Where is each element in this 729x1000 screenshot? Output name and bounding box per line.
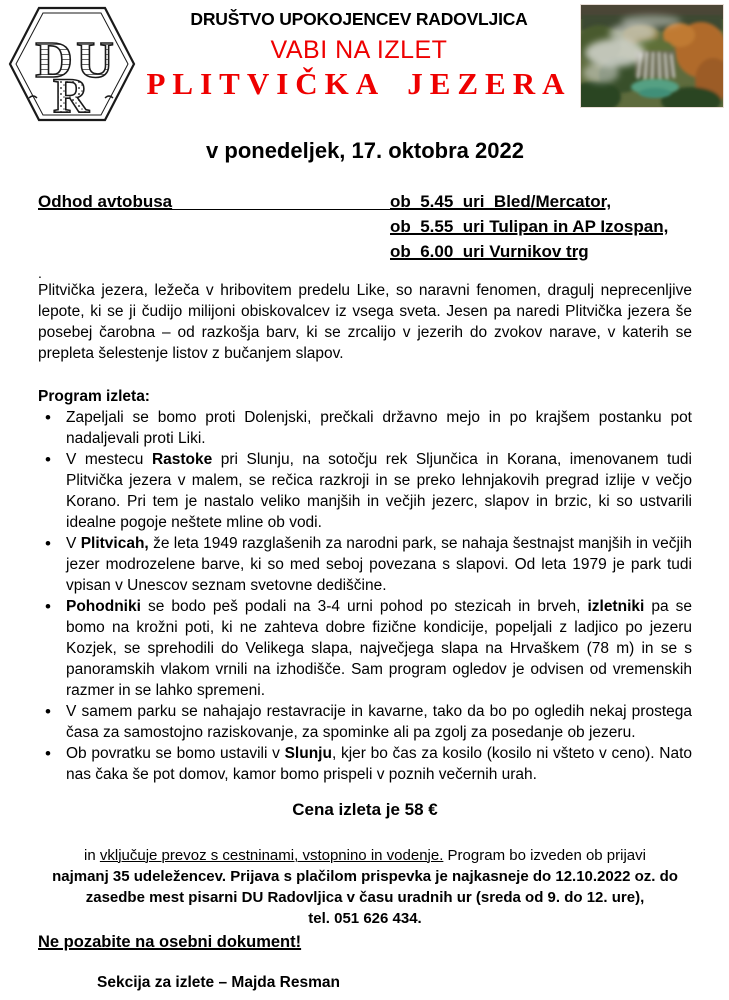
header-titles [138,2,580,101]
org-name: DRUŠTVO UPOKOJENCEV RADOVLJICA [190,9,528,29]
booking-line-office: zasedbe mest pisarni DU Radovljica v času uradnih ur (sreda od 9. do 12. ure), [85,889,645,906]
document-reminder: Ne pozabite na osebni dokument! [38,933,302,951]
program-item-4: • Pohodniki se bodo peš podali na 3-4 urni pohod po stezicah in brveh, izletniki pa se bomo na krožni poti, ki ne zahteva dobre fizične kondicije, popeljali z ladjico po jezeru Kozjek, se sprehodili do Velikega slapa, največjega slapa na Hrvaškem (78 m) in se s panoramskih vlakom vrnili na izhodišče. Sam program ogledov je odvisen od vremenskih razmer in se lahko spremeni. [38,596,692,701]
du-radovljica-logo [5,2,138,126]
waterfall-photo-illustration [581,5,723,107]
program-item-5: • V samem parku se nahajajo restavracije in kavarne, tako da bo po ogledih nekaj prostega časa za samostojno raziskovanje, za spominke ali pa zgolj za posedanje ob jezeru. [38,701,692,743]
signature-line: Sekcija za izlete – Majda Resman [97,974,340,991]
departure-row-3 [38,239,692,264]
departure-label: Odhod avtobusa [38,192,173,211]
departure-underline-fill [172,189,390,210]
plitvice-photo [580,4,724,108]
departure-time-3: ob 6.00 uri Vurnikov trg [390,242,589,261]
program-heading: Program izleta: [38,388,150,405]
logo-flourish-right [105,96,113,98]
price-heading: Cena izleta je 58 € [292,800,438,819]
program-item-2: • V mestecu Rastoke pri Slunju, na sotočju rek Sljunčica in Korana, imenovanem tudi Plitvička jezera v malem, se rečica razkroji in se preko lehnjakovih pregrad izlije v večjo Korano. Pri tem je nastalo veliko manjših in večjih jezerc, slapov in brzic, ki so ustvarili idealne pogoje neštete mline ob vodi. [38,449,692,533]
booking-line-phone: tel. 051 626 434. [308,910,422,927]
booking-line-min-participants: najmanj 35 udeležencev. Prijava s plačilom prispevka je najkasneje do 12.10.2022 oz. do [52,868,678,885]
logo-letter-d: D [35,32,73,89]
stray-period: . [38,265,42,281]
departure-row-2 [38,214,692,239]
departure-section [38,189,692,264]
header [5,2,724,126]
departure-time-2: ob 5.55 uri Tulipan in AP Izospan, [390,217,669,236]
departure-time-1: ob 5.45 uri Bled/Mercator, [390,192,612,211]
hexagon-logo-icon [5,2,138,126]
date-heading: v ponedeljek, 17. oktobra 2022 [206,138,524,163]
program-item-3: • V Plitvicah, že leta 1949 razglašenih za narodni park, se nahaja šestnajst manjših in večjih jezer modrozelene barve, ki so med seboj povezana s slapovi. Od leta 1979 je park tudi vpisan v Unescov seznam svetovne dediščine. [38,533,692,596]
program-item-6: • Ob povratku se bomo ustavili v Slunju, kjer bo čas za kosilo (kosilo ni všteto v ceno). Nato nas čaka še pot domov, kamor bomo prispeli v poznih večernih urah. [38,743,692,785]
logo-letter-r: R [52,67,90,123]
logo-letter-u: U [76,32,114,89]
trip-title: PLITVIČKA JEZERA [146,66,572,101]
invite-line: VABI NA IZLET [270,36,448,64]
intro-paragraph: Plitvička jezera, ležeča v hribovitem predelu Like, so naravni fenomen, dragulj neprecenljive lepote, ki se ji čudijo milijoni obiskovalcev iz vsega sveta. Jesen pa naredi Plitvička jezera še posebej čarobna – od razkošja barv, ki se zrcalijo v jezerih do zvokov narave, v katerih se prepleta šelestenje listov z bučanjem slapov. [38,282,692,362]
departure-row-1 [38,189,692,214]
program-item-1: • Zapeljali se bomo proti Dolenjski, prečkali državno mejo in po krajšem postanku pot nadaljevali proti Liki. [38,407,692,449]
booking-info [38,845,692,929]
program-list [38,407,692,785]
booking-line-includes: in vključuje prevoz s cestninami, vstopnino in vodenje. Program bo izveden ob prijavi [84,847,646,864]
